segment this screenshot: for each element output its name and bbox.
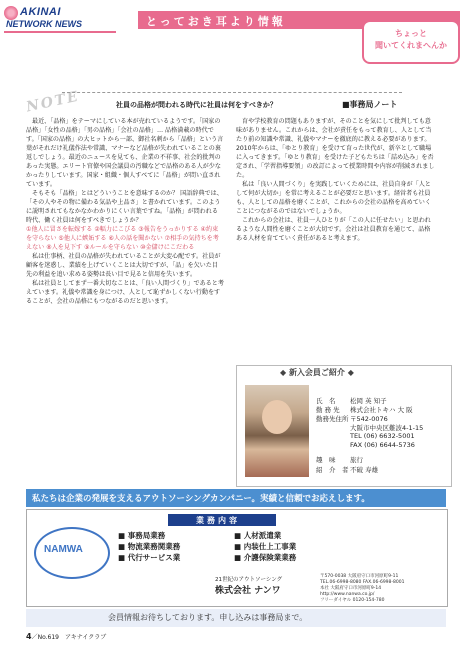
business-item: ■ 物流業務関業務 (118, 542, 181, 551)
member-row-value: FAX (06) 6644-5736 (350, 441, 415, 449)
member-row (316, 441, 415, 449)
member-face (262, 400, 292, 434)
article-paragraph: 育や学校教育の問題もありますが、そのことを気にして批判しても意味がありません。これからは、会社が責任をもって教育し、人として当たり前の知識や常識、礼儀やマナーを徹底的に教える必要があります。2010年からは、「ゆとり教育」を受けて育った世代が、新卒として職場に入ってきます。「ゆとり教育」を受けた子どもたちは「詰め込み」を否定され、「学習指導要領」の改訂によって授業時間や内容が削減されました。 (236, 118, 435, 179)
article-paragraph: 私は社員としてまず一番大切なことは、「良い人間づくり」であると考えています。礼儀や常識を身につけ、人として恥ずかしくない行動をすることが、会社の品格にもつながるのだと思います。 (26, 280, 224, 305)
company-name: 株式会社 ナンワ (215, 586, 281, 596)
logo-underline (4, 31, 116, 33)
business-item: ■ 人材派遣業 (234, 531, 282, 540)
member-row (316, 396, 387, 405)
article-right-column (236, 117, 436, 243)
namwa-logo-text: NAMWA (44, 544, 83, 555)
member-row-key: 勤 務 先 (316, 406, 340, 414)
member-row (316, 405, 413, 414)
article-paragraph: 私は「良い人間づくり」を実践していくためには、社員自身が「人として何が大切か」を常に考えることが必要だと思います。経営者も社員も、人としての品格を磨くことが、これからの会社の品格を高めていくことにつながるのではないでしょうか。 (236, 181, 431, 215)
band-title: とっておき耳より情報 (146, 15, 286, 28)
member-row (316, 423, 423, 432)
speech-bubble (362, 20, 460, 64)
address-line: http://www.nanwa.co.jp/ (320, 592, 375, 597)
member-row-key: 紹 介 者 (316, 466, 349, 474)
page-number: 4 (26, 632, 32, 641)
logo-line2: NETWORK NEWS (6, 19, 82, 29)
article-paragraph: これからの会社は、社員一人ひとりが「この人に任せたい」と思われるような人間性を磨くことが大切です。会社は社員教育を通じて、品格ある人材を育てていく責任があると考えます。 (236, 217, 431, 242)
business-item: ■ 介護保険業業務 (234, 553, 297, 562)
new-member-title: ◆ 新入会員ご紹介 ◆ (280, 368, 354, 377)
flower-logo-icon (4, 6, 18, 20)
article-paragraph: 最近、「品格」をテーマにしている本が売れているようです。「国家の品格」「女性の品格」「男の品格」「会社の品格」… 品格満載の時代です。「国家の品格」の大ヒットから一部、御社名刺から「品格」という言葉がそれだけ礼儀作法や常識、マナーなど品格が失われていることの裏返しでしょう。最近のニュースを見ても、企業の不祥事、社会的批判のあった実態。エリート官僚や国会議員の汚職などで品格のある人が少なかったりしています。国家・組織・個人すべてに「品格」が問い直されています。 (26, 118, 224, 188)
article-paragraph: そもそも「品格」とはどういうことを意味するのか？ 国語辞典では、「その人やその物に備わる気品や上品さ」と書かれています。このように説明されてもなかなかわかりにくい言葉ですね。「品格」が問われる時代、働く社員は何をすべきでしょうか？ (26, 190, 223, 224)
page-folio (26, 632, 106, 641)
company-address (320, 574, 404, 604)
bubble-line2: 聞いてくれまへんか (375, 41, 447, 50)
article-list-highlight: ①他人に冒さを転嫁する ②幅力にこびる ③報告をうっかりする ④約束を守らない ⑤他人に嫉妬する ⑥人の話を聞かない ⑦相手の気持ちを考えない ⑧人を見下す ⑨ルールを守らない ⑩金儲けにこだわる (26, 226, 219, 251)
article-left-column (26, 117, 224, 306)
bubble-line1: ちょっと (395, 29, 427, 38)
issue-label: ／No.619 アキナイクラブ (31, 634, 107, 641)
member-row-value: 〒542-0076 (350, 415, 388, 423)
member-row (316, 465, 378, 474)
business-item: ■ 代行サービス業 (118, 553, 181, 562)
member-row-value: 株式会社トキハ 大 阪 (350, 406, 413, 414)
member-row (316, 432, 415, 440)
member-row-value: 旅行 (350, 456, 363, 464)
article-paragraph: 私は仕事柄、社員の品格が失われていることが大変心配です。社員が顧客を迷惑し、業績を上げていくことは大切ですが、「品」を欠いた目先の利益を追い求める姿勢は長い目で見ると信用を失います。 (26, 253, 221, 278)
note-tag: NOTE (24, 88, 82, 116)
note-section-label: ■事務局ノート (342, 100, 398, 109)
member-row (316, 455, 363, 464)
member-row-value: TEL (06) 6632-5001 (350, 432, 415, 440)
member-row (316, 414, 388, 423)
member-row-value: 不破 寿雄 (350, 466, 379, 474)
member-row-key: 趣 味 (316, 456, 336, 464)
member-row-key: 氏 名 (316, 397, 336, 405)
business-item: ■ 事務局業務 (118, 531, 166, 540)
member-row-value: 大阪市中央区難波4-1-15 (350, 424, 424, 432)
business-item: ■ 内装仕上工事業 (234, 542, 297, 551)
page-header (0, 0, 461, 68)
company-banner-text: 私たちは企業の発展を支えるアウトソーシングカンパニー。実績と信頼でお応えします。 (32, 494, 370, 504)
address-line: 本社 大阪府守口市河原町9-14 (320, 586, 382, 591)
member-row-key: 勤務先住所 (316, 415, 349, 423)
logo-line1: AKINAI (20, 6, 61, 18)
company-tagline: 21世紀のアウトソーシング (215, 577, 283, 583)
member-row-value: 松岡 英 知子 (350, 397, 387, 405)
note-headline: 社員の品格が問われる時代に社員は何をすべきか？ (116, 101, 277, 109)
address-line: TEL.06-6998-8080 FAX.06-6998-8001 (320, 580, 405, 585)
address-line: フリーダイヤル 0120-154-780 (320, 598, 385, 603)
footer-message: 会員情報お待ちしております。申し込みは事務局まで。 (108, 613, 308, 622)
note-divider (62, 92, 402, 94)
address-line: 〒570-0038 大阪府守口市河原町9-11 (320, 574, 399, 579)
business-heading: 業務内容 (196, 516, 240, 525)
